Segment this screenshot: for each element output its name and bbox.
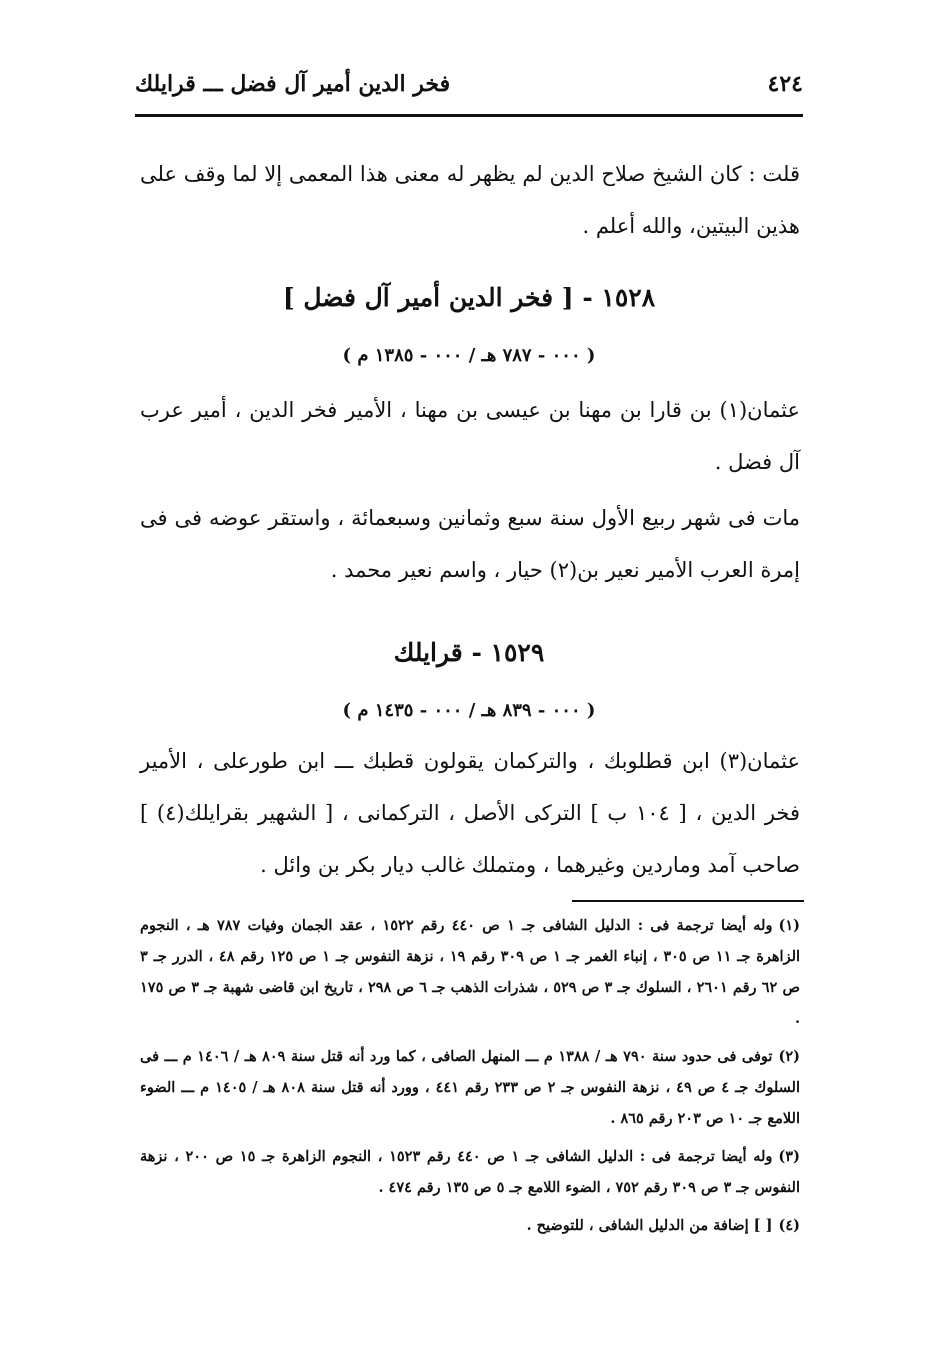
footnote-text: وله أيضا ترجمة فى : الدليل الشافى جـ ١ ص ٤٤٠ رقم ١٥٢٢ ، عقد الجمان وفيات ٧٨٧ هـ ، النجوم الزاهرة جـ ١١ ص ٣٠٥ ، إنباء الغمر جـ ١ ص ٣٠٩ رقم ١٩ ، نزهة النفوس جـ ١ ص ١٢٥ رقم ٤٨ ، الدرر جـ ٣ ص ٦٢ رقم ٢٦٠١ ، السلوك جـ ٣ ص ٥٢٩ ، شذرات الذهب جـ ٦ ص ٢٩٨ ، تاريخ ابن قاضى شهبة جـ ٣ ص ١٧٥ . [140, 917, 801, 1027]
entry-heading-1528: ١٥٢٨ - [ فخر الدين أمير آل فضل ] [282, 283, 656, 312]
entry-heading-1529: ١٥٢٩ - قرايلك [393, 638, 545, 667]
footnote-4 [140, 1210, 800, 1241]
page-header [135, 60, 803, 108]
footnote-1 [140, 910, 800, 1034]
footnote-number: (٢) [778, 1048, 800, 1065]
footnote-number: (١) [778, 917, 800, 934]
footnote-text: وله أيضا ترجمة فى : الدليل الشافى جـ ١ ص ٤٤٠ رقم ١٥٢٣ ، النجوم الزاهرة جـ ١٥ ص ٢٠٠ ، نزهة النفوس جـ ٣ ص ٣٠٩ رقم ٧٥٢ ، الضوء اللامع جـ ٥ ص ١٣٥ رقم ٤٧٤ . [140, 1148, 800, 1196]
page-number: ٤٢٤ [767, 71, 803, 97]
intro-paragraph: قلت : كان الشيخ صلاح الدين لم يظهر له معنى هذا المعمى إلا لما وقف على هذين البيتين، والله أعلم . [140, 162, 800, 238]
footnote-number: (٣) [778, 1148, 800, 1165]
footnote-rule [572, 900, 804, 902]
footnote-2 [140, 1041, 800, 1134]
entry-dates-1529: ( ٠٠٠ - ٨٣٩ هـ / ٠٠٠ - ١٤٣٥ م ) [342, 700, 596, 721]
entry-1528-paragraph-1: عثمان(١) بن قارا بن مهنا بن عيسى بن مهنا ، الأمير فخر الدين ، أمير عرب آل فضل . [140, 398, 800, 474]
footnotes [140, 910, 800, 1248]
footnote-3 [140, 1141, 800, 1203]
entry-1528-paragraph-2: مات فى شهر ربيع الأول سنة سبع وثمانين وسبعمائة ، واستقر عوضه فى فى إمرة العرب الأمير نعير بن(٢) حيار ، واسم نعير محمد . [140, 506, 800, 582]
running-title: فخر الدين أمير آل فضل ـــ قرايلك [135, 71, 451, 97]
entry-dates-1528: ( ٠٠٠ - ٧٨٧ هـ / ٠٠٠ - ١٣٨٥ م ) [342, 345, 596, 366]
footnote-number: (٤) [778, 1217, 800, 1234]
header-rule [135, 114, 803, 117]
footnote-text: [ ] إضافة من الدليل الشافى ، للتوضيح . [526, 1217, 773, 1234]
entry-1529-paragraph-1: عثمان(٣) ابن قطلوبك ، والتركمان يقولون قطبك ـــ ابن طورعلى ، الأمير فخر الدين ، [ ١٠٤ ب ] التركى الأصل ، التركمانى ، [ الشهير بقرايلك(٤) ] صاحب آمد وماردين وغيرهما ، ومتملك غالب ديار بكر بن وائل . [140, 749, 801, 877]
footnote-text: توفى فى حدود سنة ٧٩٠ هـ / ١٣٨٨ م ـــ المنهل الصافى ، كما ورد أنه قتل سنة ٨٠٩ هـ / ١٤٠٦ م ـــ فى السلوك جـ ٤ ص ٤٩ ، نزهة النفوس جـ ٢ ص ٢٣٣ رقم ٤٤١ ، وورد أنه قتل سنة ٨٠٨ هـ / ١٤٠٥ م ـــ الضوء اللامع جـ ١٠ ص ٢٠٣ رقم ٨٦٥ . [140, 1048, 801, 1127]
